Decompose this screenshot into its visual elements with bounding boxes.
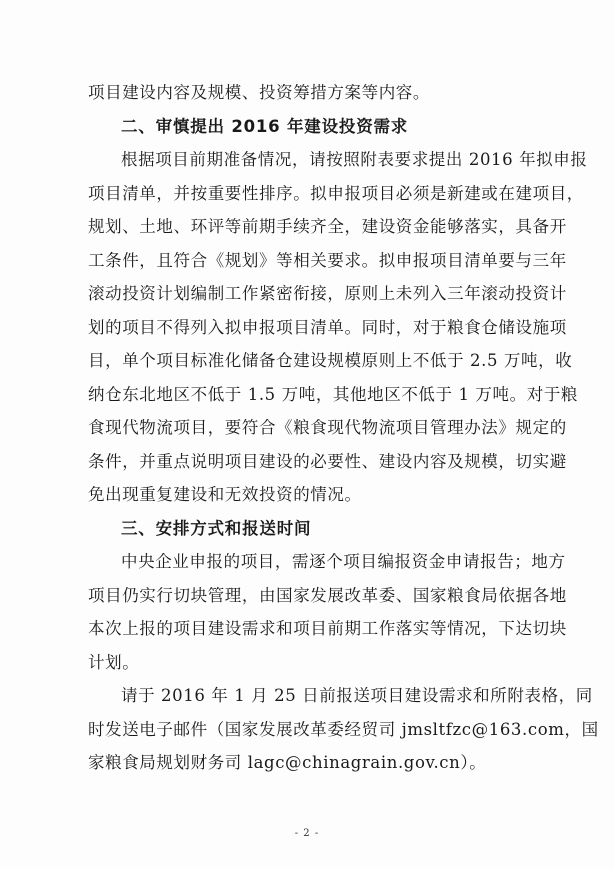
paragraph-line: 规划、土地、环评等前期手续齐全，建设资金能够落实，具备开 (88, 217, 567, 236)
paragraph-line: 食现代物流项目，要符合《粮食现代物流项目管理办法》规定的 (88, 418, 567, 437)
paragraph-line: 划的项目不得列入拟申报项目清单。同时，对于粮食仓储设施项 (88, 317, 567, 337)
paragraph-line: 请于 2016 年 1 月 25 日前报送项目建设需求和所附表格，同 (121, 686, 593, 705)
paragraph-line: 家粮食局规划财务司 lagc@chinagrain.gov.cn）。 (88, 753, 487, 772)
paragraph-line: 项目清单，并按重要性排序。拟申报项目必须是新建或在建项目， (88, 183, 584, 203)
paragraph-line: 计划。 (88, 652, 140, 672)
paragraph-line: 纳仓东北地区不低于 1.5 万吨，其他地区不低于 1 万吨。对于粮 (88, 384, 579, 404)
paragraph-line: 中央企业申报的项目，需逐个项目编报资金申请报告；地方 (121, 552, 566, 571)
body-line: 项目建设内容及规模、投资筹措方案等内容。 (88, 83, 430, 102)
page-number: - 2 - (294, 828, 320, 839)
section-heading-2: 二、审慎提出 2016 年建设投资需求 (121, 116, 409, 136)
paragraph-line: 滚动投资计划编制工作紧密衔接，原则上未列入三年滚动投资计 (88, 284, 567, 303)
paragraph-line: 本次上报的项目建设需求和项目前期工作落实等情况，下达切块 (88, 619, 567, 638)
paragraph-line: 条件，并重点说明项目建设的必要性、建设内容及规模，切实避 (88, 451, 567, 471)
paragraph-line: 时发送电子邮件（国家发展改革委经贸司 jmsltfzc@163.com，国 (88, 719, 599, 739)
paragraph-line: 工条件，且符合《规划》等相关要求。拟申报项目清单要与三年 (88, 250, 567, 270)
paragraph-line: 免出现重复建设和无效投资的情况。 (88, 485, 362, 504)
paragraph-line: 项目仍实行切块管理，由国家发展改革委、国家粮食局依据各地 (88, 585, 567, 605)
document-body (88, 76, 599, 780)
paragraph-line: 目，单个项目标准化储备仓建设规模原则上不低于 2.5 万吨，收 (88, 351, 573, 370)
section-heading-3: 三、安排方式和报送时间 (121, 518, 312, 538)
paragraph-line: 根据项目前期准备情况，请按照附表要求提出 2016 年拟申报 (121, 150, 588, 169)
